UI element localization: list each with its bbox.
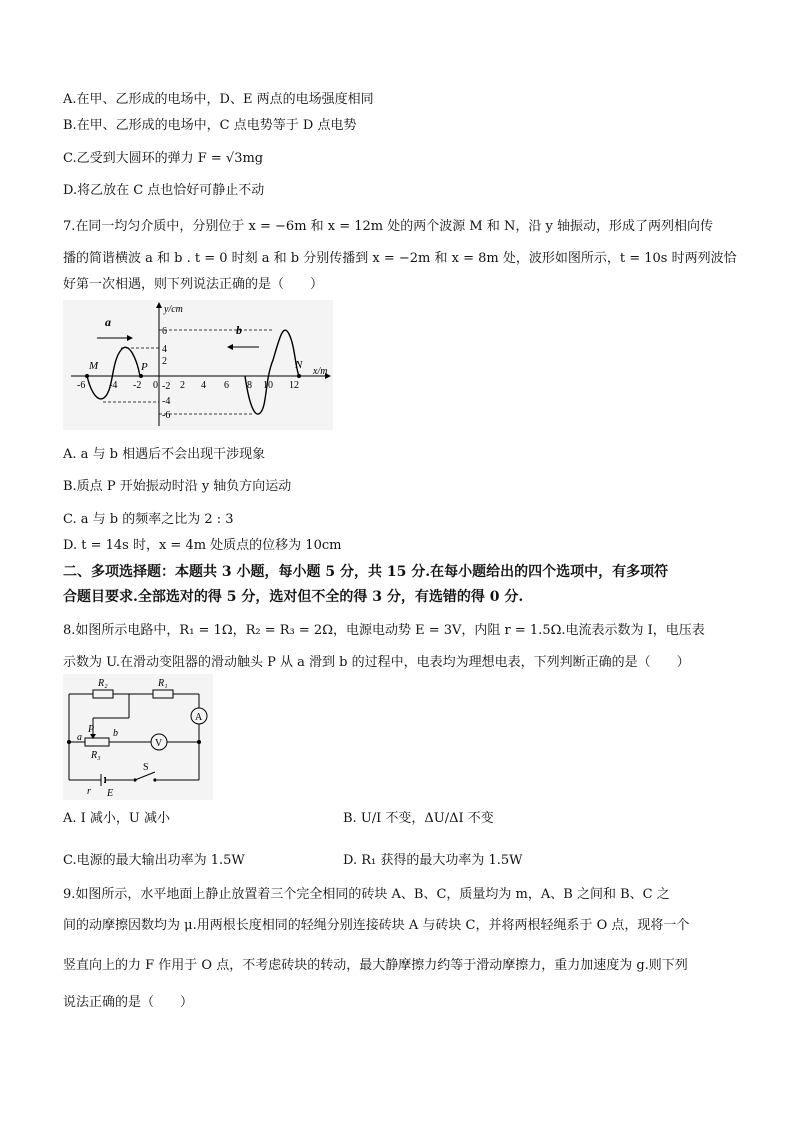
x-tick: 0 (153, 380, 158, 391)
q8-option-a: A. I 减小，U 减小 (63, 811, 171, 826)
voltmeter-label: V (155, 738, 163, 749)
end-b-label: b (113, 728, 118, 739)
y-axis-label: y/cm (164, 304, 183, 315)
emf-e-label: E (107, 788, 114, 799)
r1-label: R₁ (158, 678, 168, 689)
label-p: P (141, 361, 148, 373)
q7-stem-line-2: 播的简谐横波 a 和 b . t = 0 时刻 a 和 b 分别传播到 x = −2m 和 x = 8m 处，波形如图所示，t = 10s 时两列波恰 (63, 251, 737, 266)
r2-label: R₂ (98, 678, 108, 689)
x-tick: 12 (289, 380, 299, 391)
q6-option-d: D.将乙放在 C 点也恰好可静止不动 (63, 183, 265, 198)
x-tick: 10 (263, 380, 273, 391)
end-a-label: a (77, 732, 82, 743)
q7-option-c: C. a 与 b 的频率之比为 2 : 3 (63, 512, 234, 527)
circuit-figure (63, 674, 213, 800)
q8-option-c: C.电源的最大输出功率为 1.5W (63, 853, 245, 868)
x-tick: -4 (109, 380, 118, 391)
q6-option-b: B.在甲、乙形成的电场中，C 点电势等于 D 点电势 (63, 118, 357, 133)
switch-label: S (143, 762, 149, 773)
slider-p-label: P (88, 724, 95, 735)
wave-a-label: a (105, 315, 111, 329)
y-tick: -2 (162, 381, 171, 392)
ammeter-label: A (195, 712, 203, 723)
section-2-heading-line-2: 合题目要求.全部选对的得 5 分，选对但不全的得 3 分，有选错的得 0 分. (63, 589, 524, 605)
x-axis-label: x/m (313, 366, 328, 377)
x-tick: 8 (247, 380, 252, 391)
q6-option-c: C.乙受到大圆环的弹力 F = √3mg (63, 151, 264, 166)
section-2-heading-line-1: 二、多项选择题：本题共 3 小题，每小题 5 分，共 15 分.在每小题给出的四个选项中，有多项符 (63, 564, 669, 580)
x-tick: 4 (201, 380, 206, 391)
q7-option-a: A. a 与 b 相遇后不会出现干涉现象 (63, 447, 266, 462)
q7-stem-line-3: 好第一次相遇，则下列说法正确的是（ ） (63, 277, 324, 292)
y-tick: 2 (162, 356, 167, 367)
q7-option-d: D. t = 14s 时，x = 4m 处质点的位移为 10cm (63, 538, 342, 553)
q8-stem-line-1: 8.如图所示电路中，R₁ = 1Ω，R₂ = R₃ = 2Ω，电源电动势 E = 3V，内阻 r = 1.5Ω.电流表示数为 I，电压表 (63, 623, 705, 638)
y-tick: -6 (162, 410, 171, 421)
x-tick: 2 (180, 380, 185, 391)
q9-stem-line-3: 竖直向上的力 F 作用于 O 点，不考虑砖块的转动，最大静摩擦力约等于滑动摩擦力，重力加速度为 g.则下列 (63, 958, 688, 973)
q7-stem-line-1: 7.在同一均匀介质中，分别位于 x = −6m 和 x = 12m 处的两个波源 M 和 N，沿 y 轴振动，形成了两列相向传 (63, 219, 713, 234)
x-tick: -6 (77, 380, 86, 391)
x-tick: -2 (133, 380, 142, 391)
y-tick: -4 (162, 396, 171, 407)
r3-label: R₃ (91, 750, 101, 761)
wave-b-label: b (236, 323, 242, 337)
q8-option-b: B. U/I 不变，ΔU/ΔI 不变 (343, 811, 494, 826)
x-tick: 6 (224, 380, 229, 391)
y-tick: 6 (162, 326, 167, 337)
q7-option-b: B.质点 P 开始振动时沿 y 轴负方向运动 (63, 479, 292, 494)
y-tick: 4 (162, 344, 167, 355)
label-n: N (295, 359, 303, 371)
internal-r-label: r (87, 786, 91, 797)
label-m: M (89, 360, 99, 372)
q9-stem-line-4: 说法正确的是（ ） (63, 995, 194, 1010)
wave-figure (63, 300, 333, 430)
q8-stem-line-2: 示数为 U.在滑动变阻器的滑动触头 P 从 a 滑到 b 的过程中，电表均为理想电表，下列判断正确的是（ ） (63, 655, 690, 670)
q8-option-d: D. R₁ 获得的最大功率为 1.5W (343, 853, 523, 868)
q9-stem-line-1: 9.如图所示，水平地面上静止放置着三个完全相同的砖块 A、B、C，质量均为 m，A、B 之间和 B、C 之 (63, 887, 670, 902)
q6-option-a: A.在甲、乙形成的电场中，D、E 两点的电场强度相同 (63, 92, 374, 107)
q9-stem-line-2: 间的动摩擦因数均为 μ.用两根长度相同的轻绳分别连接砖块 A 与砖块 C，并将两根轻绳系于 O 点，现将一个 (63, 918, 690, 933)
